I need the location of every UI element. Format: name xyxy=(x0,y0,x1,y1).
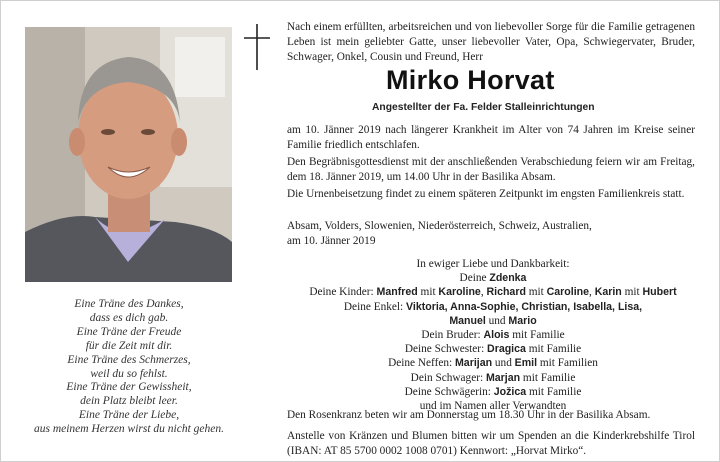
cross-icon xyxy=(242,22,272,72)
wife-name: Zdenka xyxy=(489,272,527,285)
poem-line: dein Platz bleibt leer. xyxy=(80,395,178,408)
grandchildren-names: Viktoria, Anna-Sophie, Christian, Isabella, Lisa, xyxy=(406,300,643,313)
family-grandchildren xyxy=(283,300,703,314)
funeral-paragraph: Den Begräbnisgottesdienst mit der anschließenden Verabschiedung feiern wir am Freitag, dem 18. Jänner 2019, um 14.00 Uhr in der Basilika Absam. xyxy=(287,156,695,183)
label: Deine Schwägerin: xyxy=(404,385,494,398)
poem-line: aus meinem Herzen wirst du nicht gehen. xyxy=(33,423,225,436)
poem-line: weil du so fehlst. xyxy=(90,367,168,380)
portrait-photo xyxy=(25,27,232,282)
label: Deine Schwester: xyxy=(404,343,488,356)
poem-line: dass es dich gab. xyxy=(89,311,169,324)
label: Dein Bruder: xyxy=(421,329,484,342)
child-name: Karin xyxy=(594,286,622,299)
connector: mit xyxy=(621,286,643,299)
child-name: Caroline xyxy=(546,286,590,299)
family-intro: In ewiger Liebe und Dankbarkeit: xyxy=(416,258,570,270)
label: Deine xyxy=(459,272,490,285)
occupation-subtitle: Angestellter der Fa. Felder Stalleinrichtungen xyxy=(372,102,595,113)
deceased-name: Mirko Horvat xyxy=(386,65,555,95)
suffix: mit Familie xyxy=(509,329,565,342)
family-sister-in-law xyxy=(283,385,703,399)
intro-text: Nach einem erfüllten, arbeitsreichen und von liebevoller Sorge für die Familie getragenen Leben ist mein geliebter Gatte, unser liebevoller Vater, Opa, Schwiegervater, Bruder, Schwager, Onkel, Cousin und Freund, Herr xyxy=(287,21,695,63)
sister-name: Dragica xyxy=(487,343,526,356)
label: Deine Enkel: xyxy=(343,300,407,313)
portrait-illustration xyxy=(25,27,232,282)
places-date xyxy=(287,219,695,249)
suffix: mit Familien xyxy=(537,357,598,370)
brother-in-law-name: Marjan xyxy=(485,371,521,384)
grandchild-name: Mario xyxy=(508,314,537,327)
family-closing: und im Namen aller Verwandten xyxy=(419,400,567,413)
poem-line: Eine Träne der Gewissheit, xyxy=(66,381,192,394)
family-sister xyxy=(283,342,703,356)
family-grandchildren-2 xyxy=(283,314,703,328)
urn-paragraph: Die Urnenbeisetzung findet zu einem späteren Zeitpunkt im engsten Familienkreis statt. xyxy=(287,188,685,200)
date-line: am 10. Jänner 2019 xyxy=(287,235,376,247)
poem-line: für die Zeit mit dir. xyxy=(85,339,173,352)
label: Deine Neffen: xyxy=(388,357,455,370)
connector: und xyxy=(485,314,509,327)
family-list xyxy=(283,257,703,413)
poem-line: Eine Träne der Liebe, xyxy=(78,409,180,422)
family-brother-in-law xyxy=(283,371,703,385)
connector: mit xyxy=(417,286,439,299)
grandchild-name: Manuel xyxy=(449,314,486,327)
family-brother xyxy=(283,328,703,342)
poem xyxy=(0,298,258,437)
child-name: Hubert xyxy=(642,286,677,299)
nephew-name: Marijan xyxy=(454,357,493,370)
brother-name: Alois xyxy=(483,329,510,342)
child-name: Karoline xyxy=(438,286,481,299)
poem-line: Eine Träne des Schmerzes, xyxy=(67,353,191,366)
rosary-note: Den Rosenkranz beten wir am Donnerstag um 18.30 Uhr in der Basilika Absam. xyxy=(287,409,651,421)
poem-line: Eine Träne des Dankes, xyxy=(74,298,184,310)
poem-line: Eine Träne der Freude xyxy=(76,325,182,338)
family-nephews xyxy=(283,356,703,370)
suffix: mit Familie xyxy=(526,385,582,398)
label: Deine Kinder: xyxy=(309,286,377,299)
suffix: mit Familie xyxy=(525,343,582,356)
places-line: Absam, Volders, Slowenien, Niederösterreich, Schweiz, Australien, xyxy=(287,220,592,232)
death-paragraph: am 10. Jänner 2019 nach längerer Krankheit im Alter von 74 Jahren im Kreise seiner Familie friedlich entschlafen. xyxy=(287,124,695,151)
connector: , xyxy=(480,286,487,299)
connector: , xyxy=(589,286,595,299)
connector: und xyxy=(492,357,515,370)
nephew-name: Emil xyxy=(514,357,538,370)
family-children xyxy=(283,285,703,299)
family-wife xyxy=(283,271,703,285)
label: Dein Schwager: xyxy=(410,371,486,384)
suffix: mit Familie xyxy=(520,371,576,384)
sister-in-law-name: Jožica xyxy=(493,385,527,398)
connector: mit xyxy=(525,286,547,299)
donation-note: Anstelle von Kränzen und Blumen bitten wir um Spenden an die Kinderkrebshilfe Tirol (IBAN: AT 85 5700 0002 1008 0701) Kennwort: „Horvat Mirko“. xyxy=(287,430,695,457)
child-name: Manfred xyxy=(376,286,418,299)
child-name: Richard xyxy=(486,286,526,299)
